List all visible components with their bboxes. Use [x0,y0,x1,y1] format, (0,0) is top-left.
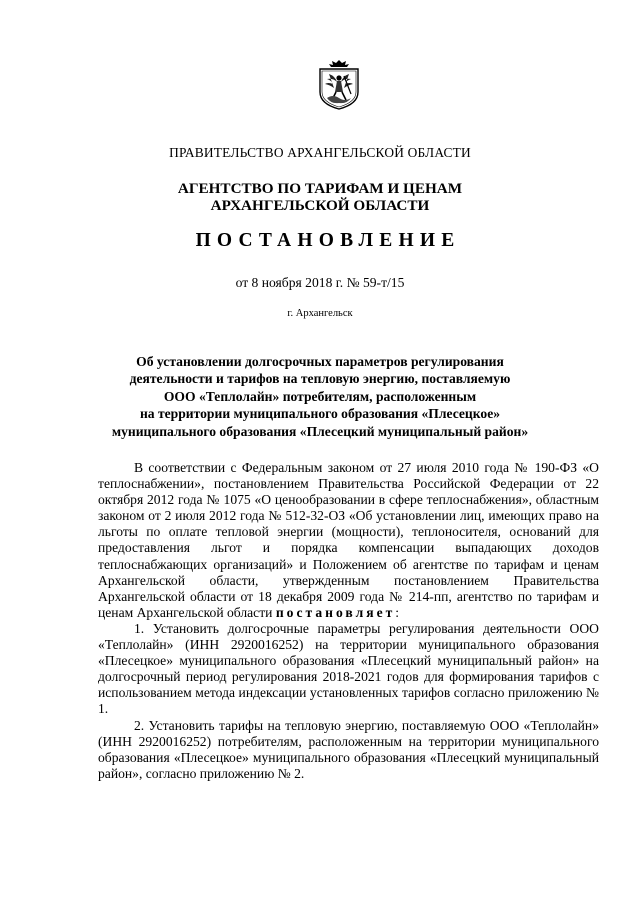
title-line: Об установлении долгосрочных параметров регулирования [136,354,504,369]
item-2-paragraph: 2. Установить тарифы на тепловую энергию, поставляемую ООО «Теплолайн» (ИНН 2920016252) потребителям, расположенным на территории муниципального образования «Плесецкое» муниципального образования «Плесецкий муниципальный район», согласно приложению № 2. [98,717,599,781]
item-1-paragraph: 1. Установить долгосрочные параметры регулирования деятельности ООО «Теплолайн» (ИНН 2920016252) на территории муниципального образования «Плесецкое» муниципального образования «Плесецкий муниципальный район» на долгосрочный период регулирования 2018-2021 годов для формирования тарифов с использованием метода индексации установленных тарифов согласно приложению № 1. [98,620,599,717]
agency-name-line: АРХАНГЕЛЬСКОЙ ОБЛАСТИ [210,197,430,214]
government-name: ПРАВИТЕЛЬСТВО АРХАНГЕЛЬСКОЙ ОБЛАСТИ [169,145,471,160]
resolves-colon: : [395,604,400,620]
document-title [0,353,640,440]
preamble-paragraph [98,460,599,621]
agency-name [0,180,640,214]
agency-name-line: АГЕНТСТВО ПО ТАРИФАМ И ЦЕНАМ [177,180,463,197]
document-type: ПОСТАНОВЛЕНИЕ [195,230,461,251]
title-line: муниципального образования «Плесецкий муниципальный район» [111,423,529,439]
document-number: от 8 ноября 2018 г. № 59-т/15 [235,275,405,290]
title-line: ООО «Теплолайн» потребителям, расположенным [163,388,477,404]
arkhangelsk-coat-of-arms-icon [315,58,363,110]
document-body [98,460,599,782]
preamble-text: В соответствии с Федеральным законом от 27 июля 2010 года № 190-ФЗ «О теплоснабжении», постановлением Правительства Российской Федерации от 22 октября 2012 года № 1075 «О ценообразовании в сфере теплоснабжения», областным законом от 2 июля 2012 года № 512-32-ОЗ «Об установлении лиц, имеющих право на льготы по оплате тепловой энергии (мощности), теплоносителя, оснований для предоставления льгот и порядка компенсации выпадающих доходов теплоснабжающих организаций» и Положением об агентстве по тарифам и ценам Архангельской области, утвержденным постановлением Правительства Архангельской области от 18 декабря 2009 года № 214-пп, агентство по тарифам и ценам Архангельской области [98,460,599,620]
title-line: на территории муниципального образования «Плесецкое» [139,406,501,422]
resolves-word: постановляет [275,604,396,620]
title-line: деятельности и тарифов на тепловую энергию, поставляемую [129,371,511,387]
document-city: г. Архангельск [287,308,353,319]
